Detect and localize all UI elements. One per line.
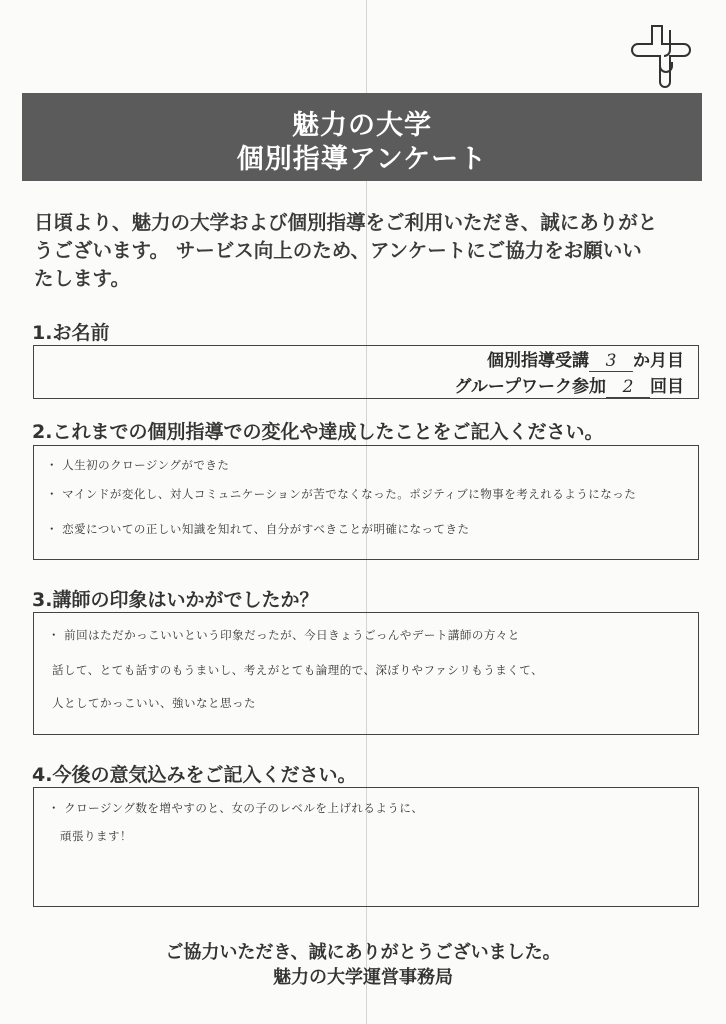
brand-logo-icon — [630, 22, 692, 88]
q2-answer-box[interactable] — [33, 445, 699, 560]
q3-answer-line: 人としてかっこいい、強いなと思った — [52, 696, 256, 710]
course-unit: か月目 — [633, 351, 684, 371]
group-count-value: 2 — [606, 377, 650, 398]
name-box[interactable] — [33, 345, 699, 399]
q2-answer-line: ・ 人生初のクロージングができた — [46, 458, 230, 472]
course-month-value: 3 — [589, 351, 633, 372]
group-unit: 回目 — [650, 377, 684, 397]
q4-title: 4.今後の意気込みをご記入ください。 — [32, 764, 357, 786]
q3-answer-line: 話して、とても話すのもうまいし、考えがとても論理的で、深ぼりやファシリもうまくて、 — [52, 663, 544, 677]
header-title: 魅力の大学 — [292, 110, 432, 141]
header-subtitle: 個別指導アンケート — [236, 144, 488, 175]
q4-answer-line: ・ クロージング数を増やすのと、女の子のレベルを上げれるように、 — [48, 801, 424, 815]
intro-text — [34, 209, 696, 293]
intro-line-1: 日頃より、魅力の大学および個別指導をご利用いただき、誠にありがと — [34, 211, 658, 234]
q1-title: 1.お名前 — [32, 322, 110, 344]
course-month-line — [487, 346, 684, 372]
course-label: 個別指導受講 — [487, 351, 589, 371]
intro-line-3: たします。 — [34, 267, 130, 290]
q2-answer-line: ・ 恋愛についての正しい知識を知れて、自分がすべきことが明確になってきた — [46, 522, 470, 536]
q4-answer-box[interactable] — [33, 787, 699, 907]
footer-thanks: ご協力いただき、誠にありがとうございました。 — [165, 942, 561, 963]
q2-answer-line: ・ マインドが変化し、対人コミュニケーションが苦でなくなった。ポジティブに物事を考えれるようになった — [46, 487, 637, 501]
q2-title: 2.これまでの個別指導での変化や達成したことをご記入ください。 — [32, 421, 604, 443]
group-work-line — [454, 372, 684, 398]
q3-title: 3.講師の印象はいかがでしたか？ — [32, 589, 319, 611]
q3-answer-line: ・ 前回はただかっこいいという印象だったが、今日きょうごっんやデート講師の方々と — [48, 628, 520, 642]
q3-answer-box[interactable] — [33, 612, 699, 735]
q4-answer-line: 頑張ります！ — [60, 829, 132, 843]
intro-line-2: うございます。 サービス向上のため、アンケートにご協力をお願いい — [34, 239, 642, 262]
group-label: グループワーク参加 — [454, 377, 606, 397]
survey-header — [22, 93, 702, 181]
footer-office: 魅力の大学運営事務局 — [273, 967, 453, 988]
